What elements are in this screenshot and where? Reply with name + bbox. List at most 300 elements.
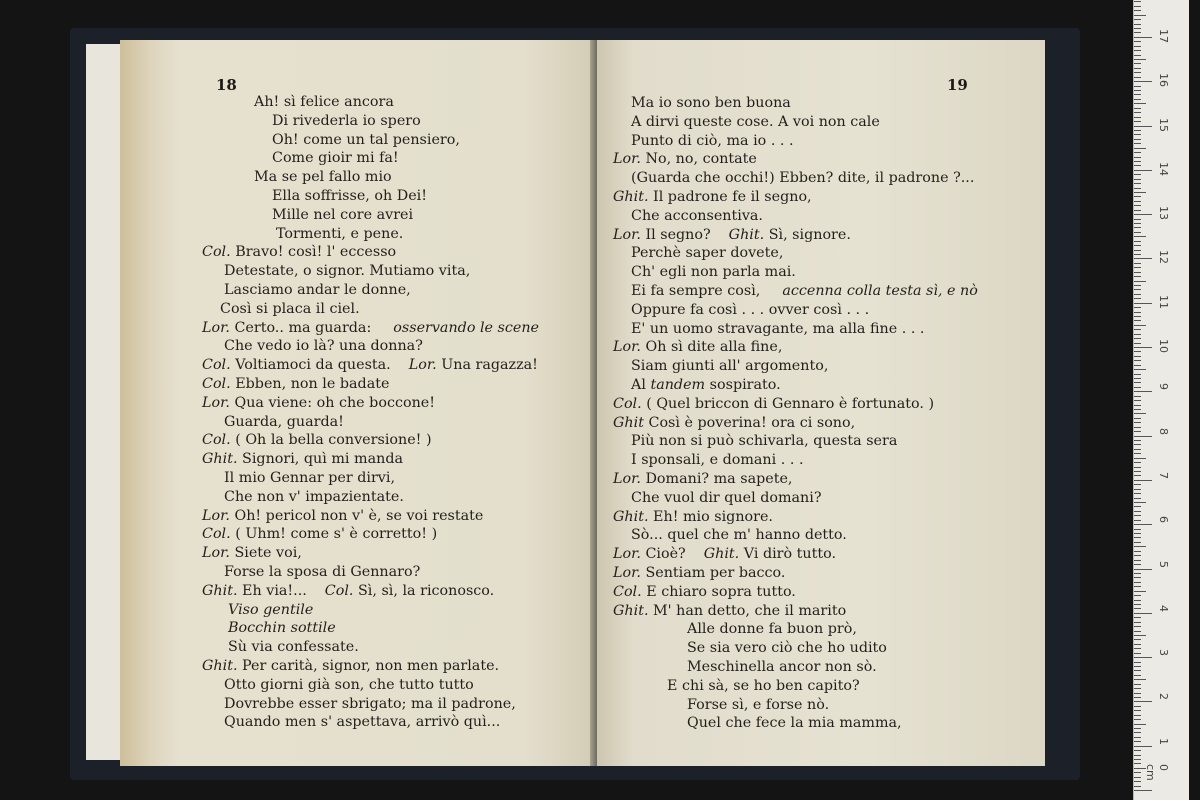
speaker-name: Col.	[324, 582, 354, 599]
ruler-tick	[1134, 489, 1141, 490]
ruler-tick	[1134, 81, 1152, 82]
ruler-cm-label: 6	[1157, 516, 1170, 524]
ruler-tick	[1134, 179, 1141, 180]
ruler-tick	[1134, 582, 1141, 583]
ruler-tick	[1134, 391, 1152, 392]
ruler-tick	[1134, 529, 1141, 530]
text-line	[224, 414, 344, 430]
text-line	[613, 151, 757, 167]
ruler-tick	[1134, 276, 1141, 277]
ruler-tick	[1134, 679, 1146, 680]
speaker-name: Col.	[613, 395, 642, 412]
verse-text: Sì, signore.	[768, 226, 851, 243]
speaker-name: Lor.	[202, 394, 230, 411]
ruler-tick	[1134, 710, 1141, 711]
ruler-tick	[1134, 343, 1141, 344]
verse-text: Tormenti, e pene.	[276, 225, 404, 242]
text-line	[228, 602, 313, 618]
ruler-tick	[1134, 68, 1141, 69]
ruler-tick	[1134, 644, 1141, 645]
verse-text: Sì, sì, la riconosco.	[358, 582, 495, 599]
ruler-tick	[1134, 396, 1141, 397]
verse-text: (Guarda che occhi!) Ebben? dite, il padrone ?...	[631, 170, 975, 187]
ruler-tick	[1134, 546, 1146, 547]
ruler-tick	[1134, 77, 1141, 78]
ruler-tick	[1134, 245, 1141, 246]
ruler-tick	[1134, 134, 1141, 135]
ruler-tick	[1134, 236, 1146, 237]
ruler-tick	[1134, 551, 1141, 552]
ruler-tick	[1134, 467, 1141, 468]
text-line	[228, 639, 359, 655]
ruler-cm-label: 14	[1157, 161, 1170, 176]
text-line	[687, 715, 902, 731]
ruler-tick	[1134, 471, 1141, 472]
ruler-tick	[1134, 750, 1141, 751]
ruler-tick	[1134, 436, 1152, 437]
left-page	[120, 40, 595, 766]
verse-text: Eh via!...	[242, 582, 307, 599]
ruler-tick	[1134, 737, 1141, 738]
verse-text: Se sia vero ciò che ho udito	[687, 640, 887, 657]
ruler-tick	[1134, 684, 1141, 685]
text-line	[202, 583, 494, 599]
ruler-tick	[1134, 506, 1141, 507]
ruler-tick	[1134, 223, 1141, 224]
ruler-tick	[1134, 728, 1141, 729]
text-line	[272, 207, 413, 223]
ruler-cm-label: 13	[1157, 206, 1170, 221]
text-line	[631, 321, 924, 337]
text-line	[631, 527, 847, 543]
ruler-tick	[1134, 183, 1141, 184]
ruler-tick	[1134, 462, 1141, 463]
ruler-tick	[1134, 320, 1141, 321]
ruler-tick	[1134, 786, 1141, 787]
ruler-tick	[1134, 422, 1141, 423]
page-number-right: 19	[947, 76, 968, 94]
ruler-tick	[1134, 272, 1141, 273]
ruler-cm-label: 12	[1157, 250, 1170, 265]
speaker-name: Col.	[202, 376, 231, 392]
text-line	[613, 546, 836, 562]
ruler-tick	[1134, 524, 1152, 525]
text-line	[687, 621, 857, 637]
text-line	[631, 358, 828, 374]
text-line	[631, 170, 974, 186]
verse-text: Come gioir mi fa!	[272, 150, 399, 167]
ruler-tick	[1134, 706, 1141, 707]
ruler-tick	[1134, 675, 1141, 676]
ruler-tick	[1134, 449, 1141, 450]
ruler-tick	[1134, 281, 1146, 282]
text-line	[224, 677, 474, 693]
verse-text: Sò... quel che m' hanno detto.	[631, 527, 847, 544]
ruler-tick	[1134, 613, 1152, 614]
ruler-tick	[1134, 24, 1141, 25]
ruler-tick	[1134, 626, 1141, 627]
ruler-tick	[1134, 631, 1141, 632]
ruler-tick	[1134, 719, 1141, 720]
speaker-name: Col.	[202, 432, 231, 449]
ruler-tick	[1134, 777, 1141, 778]
measurement-ruler	[1133, 0, 1189, 800]
ruler-tick	[1134, 608, 1141, 609]
ruler-tick	[1134, 161, 1141, 162]
text-line	[613, 339, 782, 355]
verse-text: Guarda, guarda!	[224, 413, 344, 430]
verse-italic: Bocchin sottile	[228, 620, 336, 637]
ruler-tick	[1134, 746, 1152, 747]
ruler-tick	[1134, 577, 1141, 578]
verse-text: Signori, quì mi manda	[242, 451, 403, 468]
ruler-tick	[1134, 139, 1141, 140]
text-line	[224, 696, 516, 712]
ruler-tick	[1134, 267, 1141, 268]
speaker-name: Lor.	[613, 565, 641, 581]
ruler-tick	[1134, 693, 1141, 694]
text-line	[687, 659, 877, 675]
ruler-tick	[1134, 1, 1141, 2]
ruler-tick	[1134, 263, 1141, 264]
ruler-tick	[1134, 741, 1141, 742]
text-line	[613, 189, 812, 205]
stage-direction: osservando le scene	[393, 319, 540, 336]
text-line	[254, 169, 392, 185]
text-line	[202, 320, 539, 336]
ruler-tick	[1134, 480, 1152, 481]
text-line	[202, 395, 435, 411]
verse-text: Forse sì, e forse nò.	[687, 696, 830, 713]
ruler-tick	[1134, 59, 1146, 60]
verse-text: Mille nel core avrei	[272, 206, 414, 223]
text-line	[202, 545, 302, 561]
ruler-tick	[1134, 117, 1141, 118]
verse-italic: tandem	[650, 377, 706, 393]
ruler-tick	[1134, 365, 1141, 366]
text-line	[224, 489, 404, 505]
ruler-tick	[1134, 533, 1141, 534]
verse-text: Di rivederla io spero	[272, 112, 421, 129]
ruler-tick	[1134, 520, 1141, 521]
text-line	[220, 301, 360, 317]
ruler-tick	[1134, 409, 1141, 410]
text-line	[202, 357, 538, 373]
ruler-cm-label: 2	[1157, 693, 1170, 701]
ruler-tick	[1134, 701, 1152, 702]
text-line	[631, 433, 897, 449]
text-line	[272, 188, 427, 204]
ruler-tick	[1134, 55, 1141, 56]
verse-text: ( Quel briccon di Gennaro è fortunato. )	[646, 395, 935, 412]
ruler-cm-label: 11	[1157, 294, 1170, 309]
verse-text: ( Uhm! come s' è corretto! )	[235, 526, 438, 543]
ruler-tick	[1134, 94, 1141, 95]
ruler-tick	[1134, 418, 1141, 419]
ruler-tick	[1134, 586, 1141, 587]
ruler-tick	[1134, 617, 1141, 618]
verse-text: Sù via confessate.	[228, 639, 359, 656]
verse-text: Che non v' impazientate.	[224, 488, 404, 505]
speaker-name: Lor.	[613, 471, 641, 487]
speaker-name: Ghit.	[728, 226, 765, 243]
ruler-tick	[1134, 338, 1141, 339]
text-line	[224, 564, 420, 580]
ruler-tick	[1134, 755, 1141, 756]
ruler-tick	[1134, 502, 1146, 503]
ruler-tick	[1134, 303, 1152, 304]
verse-text: Bravo! così! l' eccesso	[235, 244, 397, 261]
ruler-cm-label: 10	[1157, 339, 1170, 353]
text-line	[228, 620, 336, 636]
speaker-name: Lor.	[202, 319, 230, 336]
ruler-tick	[1134, 99, 1141, 100]
ruler-tick	[1134, 772, 1141, 773]
speaker-name: Lor.	[408, 357, 437, 374]
ruler-tick	[1134, 196, 1141, 197]
ruler-tick	[1134, 440, 1141, 441]
ruler-tick	[1134, 232, 1141, 233]
ruler-tick	[1134, 329, 1141, 330]
verse-text: Così si placa il ciel.	[220, 300, 360, 317]
verse-text: Ebben, non le badate	[235, 376, 390, 392]
ruler-tick	[1134, 41, 1141, 42]
ruler-tick	[1134, 511, 1141, 512]
verse-text: sospirato.	[709, 377, 781, 393]
ruler-tick	[1134, 688, 1141, 689]
text-line	[202, 244, 396, 260]
verse-text: I sponsali, e domani . . .	[631, 452, 804, 469]
verse-text: Oppure fa così . . . ovver così . . .	[631, 301, 870, 318]
text-line	[631, 490, 822, 506]
speaker-name: Ghit.	[703, 546, 740, 563]
verse-italic: Viso gentile	[228, 601, 314, 618]
text-line	[202, 432, 432, 448]
ruler-tick	[1134, 790, 1152, 791]
text-line	[631, 302, 869, 318]
verse-text: ( Oh la bella conversione! )	[235, 432, 432, 449]
speaker-name: Lor.	[613, 339, 641, 356]
text-line	[224, 282, 411, 298]
text-line	[613, 584, 796, 600]
ruler-tick	[1134, 648, 1141, 649]
ruler-tick	[1134, 387, 1141, 388]
verse-text: Quel che fece la mia mamma,	[687, 715, 902, 732]
verse-text: E chiaro sopra tutto.	[646, 583, 796, 600]
ruler-tick	[1134, 763, 1141, 764]
speaker-name: Lor.	[202, 545, 230, 562]
verse-text: Quando men s' aspettava, arrivò quì...	[224, 714, 501, 731]
ruler-tick	[1134, 653, 1141, 654]
ruler-tick	[1134, 662, 1141, 663]
text-line	[202, 658, 499, 674]
stage-direction: accenna colla testa sì, e nò	[782, 283, 978, 299]
ruler-tick	[1134, 312, 1141, 313]
ruler-tick	[1134, 334, 1141, 335]
ruler-tick	[1134, 165, 1141, 166]
ruler-tick	[1134, 170, 1152, 171]
ruler-tick	[1134, 121, 1141, 122]
ruler-tick	[1134, 294, 1141, 295]
verse-text: A dirvi queste cose. A voi non cale	[631, 113, 880, 130]
verse-text: No, no, contate	[645, 151, 757, 168]
verse-text: Lasciamo andar le donne,	[224, 282, 411, 298]
ruler-tick	[1134, 453, 1141, 454]
verse-text: Sentiam per bacco.	[645, 565, 786, 581]
speaker-name: Ghit.	[202, 451, 238, 468]
text-line	[224, 470, 395, 486]
speaker-name: Ghit	[613, 414, 644, 431]
ruler-tick	[1134, 285, 1141, 286]
text-line	[613, 396, 934, 412]
ruler-tick	[1134, 241, 1141, 242]
ruler-tick	[1134, 374, 1141, 375]
ruler-tick	[1134, 542, 1141, 543]
ruler-tick	[1134, 635, 1146, 636]
text-line	[272, 113, 421, 129]
ruler-tick	[1134, 258, 1152, 259]
verse-text: Così è poverina! ora ci sono,	[648, 414, 856, 431]
ruler-tick	[1134, 298, 1141, 299]
ruler-cm-label: 4	[1157, 604, 1170, 612]
ruler-tick	[1134, 86, 1141, 87]
speaker-name: Ghit.	[202, 582, 238, 599]
ruler-tick	[1134, 622, 1141, 623]
ruler-tick	[1134, 431, 1141, 432]
verse-text: E' un uomo stravagante, ma alla fine . . .	[631, 320, 925, 337]
verse-text: Per carità, signor, non men parlate.	[242, 658, 500, 674]
verse-text: Il mio Gennar per dirvi,	[224, 470, 395, 486]
ruler-tick	[1134, 72, 1141, 73]
verse-text: Voltiamoci da questa.	[235, 357, 391, 374]
speaker-name: Ghit.	[613, 189, 649, 205]
verse-text: Eh! mio signore.	[653, 508, 773, 525]
ruler-cm-label: 17	[1157, 28, 1170, 43]
ruler-tick	[1134, 103, 1146, 104]
ruler-tick	[1134, 227, 1141, 228]
ruler-tick	[1134, 724, 1146, 725]
text-line	[631, 452, 803, 468]
verse-text: Perchè saper dovete,	[631, 245, 784, 262]
ruler-cm-label: 0 cm	[1144, 764, 1170, 781]
ruler-tick	[1134, 143, 1141, 144]
ruler-tick	[1134, 569, 1152, 570]
ruler-tick	[1134, 591, 1146, 592]
ruler-tick	[1134, 400, 1141, 401]
ruler-tick	[1134, 90, 1141, 91]
verse-text: Il segno?	[645, 226, 711, 243]
ruler-tick	[1134, 356, 1141, 357]
verse-text: Dovrebbe esser sbrigato; ma il padrone,	[224, 695, 516, 712]
ruler-tick	[1134, 498, 1141, 499]
text-line	[631, 283, 978, 299]
speaker-name: Col.	[613, 583, 642, 600]
ruler-tick	[1134, 157, 1141, 158]
text-line	[202, 376, 389, 392]
speaker-name: Col.	[202, 526, 231, 543]
speaker-name: Ghit.	[613, 602, 649, 619]
verse-text: E chi sà, se ho ben capito?	[667, 677, 860, 694]
verse-text: Che vedo io là? una donna?	[224, 338, 423, 355]
ruler-tick	[1134, 369, 1146, 370]
verse-text: Che acconsentiva.	[631, 207, 763, 224]
text-line	[687, 697, 829, 713]
ruler-tick	[1134, 112, 1141, 113]
verse-text: Punto di ciò, ma io . . .	[631, 132, 794, 149]
text-line	[631, 114, 880, 130]
ruler-tick	[1134, 126, 1152, 127]
speaker-name: Lor.	[202, 507, 230, 524]
ruler-tick	[1134, 639, 1141, 640]
verse-text: Ella soffrisse, oh Dei!	[272, 188, 427, 204]
ruler-tick	[1134, 219, 1141, 220]
ruler-tick	[1134, 205, 1141, 206]
ruler-tick	[1134, 360, 1141, 361]
ruler-tick	[1134, 560, 1141, 561]
ruler-tick	[1134, 108, 1141, 109]
verse-text: Più non si può schivarla, questa sera	[631, 433, 898, 450]
ruler-cm-label: 15	[1157, 117, 1170, 132]
ruler-tick	[1134, 316, 1141, 317]
speaker-name: Lor.	[613, 151, 641, 168]
page-number-left: 18	[216, 76, 237, 94]
ruler-tick	[1134, 382, 1141, 383]
ruler-tick	[1134, 781, 1141, 782]
ruler-tick	[1134, 351, 1141, 352]
ruler-tick	[1134, 604, 1141, 605]
text-line	[631, 245, 783, 261]
text-line	[613, 603, 846, 619]
ruler-tick	[1134, 37, 1152, 38]
ruler-tick	[1134, 15, 1146, 16]
ruler-tick	[1134, 378, 1141, 379]
verse-text: Ma se pel fallo mio	[254, 169, 392, 186]
ruler-tick	[1134, 46, 1141, 47]
ruler-cm-label: 5	[1157, 560, 1170, 568]
ruler-cm-label: 7	[1157, 471, 1170, 479]
ruler-tick	[1134, 325, 1146, 326]
text-line	[631, 377, 781, 393]
ruler-tick	[1134, 670, 1141, 671]
ruler-tick	[1134, 595, 1141, 596]
verse-text: Forse la sposa di Gennaro?	[224, 564, 421, 580]
verse-text: Certo.. ma guarda:	[234, 319, 372, 336]
text-line	[667, 678, 860, 694]
verse-text: Meschinella ancor non sò.	[687, 659, 877, 675]
ruler-tick	[1134, 732, 1141, 733]
text-line	[631, 208, 763, 224]
verse-text: Oh! pericol non v' è, se voi restate	[234, 507, 484, 524]
text-line	[272, 150, 399, 166]
ruler-tick	[1134, 347, 1152, 348]
verse-text: Siete voi,	[234, 545, 302, 562]
ruler-tick	[1134, 666, 1141, 667]
ruler-tick	[1134, 405, 1141, 406]
ruler-tick	[1134, 152, 1141, 153]
ruler-tick	[1134, 493, 1141, 494]
text-line	[613, 565, 785, 581]
text-line	[631, 95, 791, 111]
text-line	[631, 264, 796, 280]
verse-text: Detestate, o signor. Mutiamo vita,	[224, 263, 471, 280]
ruler-tick	[1134, 475, 1141, 476]
text-line	[254, 94, 394, 110]
verse-text: Il padrone fe il segno,	[653, 189, 812, 205]
ruler-tick	[1134, 537, 1141, 538]
ruler-tick	[1134, 600, 1141, 601]
ruler-tick	[1134, 50, 1141, 51]
speaker-name: Lor.	[613, 546, 641, 563]
